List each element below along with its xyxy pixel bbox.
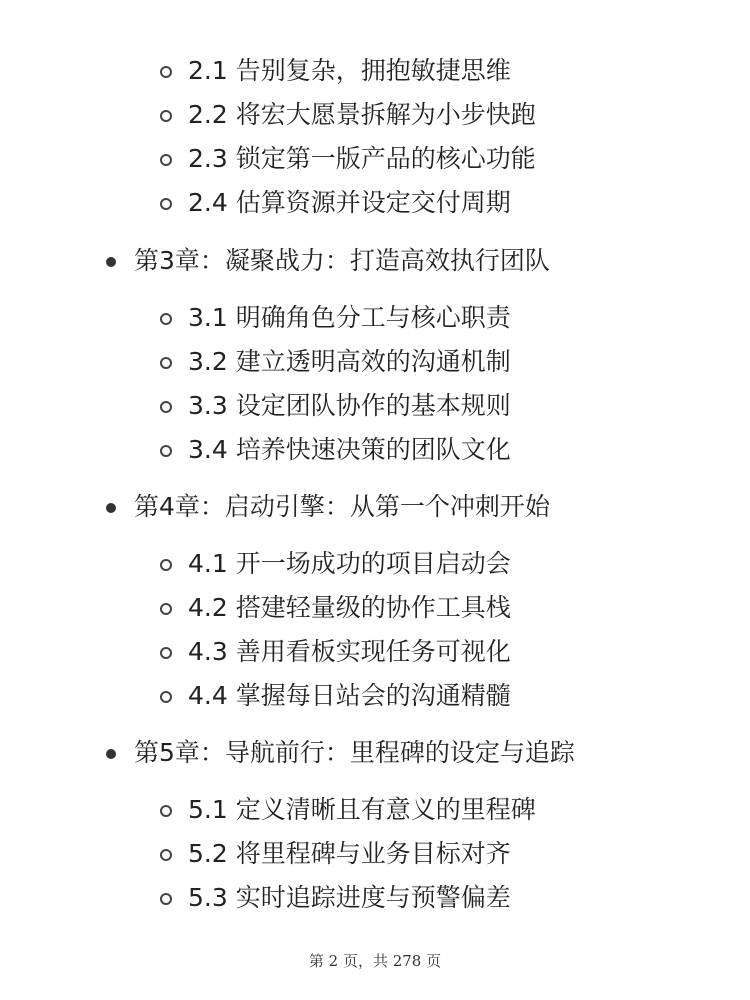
list-item-text: 5.2 将里程碑与业务目标对齐 [188,839,511,868]
list-item-text: 3.3 设定团队协作的基本规则 [188,391,511,420]
chapter-title: 第3章：凝聚战力：打造高效执行团队 [134,246,550,275]
list-item-text: 5.1 定义清晰且有意义的里程碑 [188,795,536,824]
hollow-bullet-icon [160,198,172,210]
hollow-bullet-icon [160,559,172,571]
hollow-bullet-icon [160,893,172,905]
list-item-text: 2.3 锁定第一版产品的核心功能 [188,144,536,173]
hollow-bullet-icon [160,110,172,122]
hollow-bullet-icon [160,647,172,659]
hollow-bullet-icon [160,401,172,413]
hollow-bullet-icon [160,154,172,166]
filled-bullet-icon [106,749,116,759]
list-item-text: 4.4 掌握每日站会的沟通精髓 [188,681,511,710]
list-item-text: 3.4 培养快速决策的团队文化 [188,435,511,464]
filled-bullet-icon [106,257,116,267]
list-item-text: 4.1 开一场成功的项目启动会 [188,549,511,578]
hollow-bullet-icon [160,603,172,615]
hollow-bullet-icon [160,849,172,861]
list-item-text: 2.1 告别复杂，拥抱敏捷思维 [188,56,511,85]
list-item-text: 5.3 实时追踪进度与预警偏差 [188,883,511,912]
hollow-bullet-icon [160,691,172,703]
hollow-bullet-icon [160,313,172,325]
filled-bullet-icon [106,503,116,513]
hollow-bullet-icon [160,805,172,817]
hollow-bullet-icon [160,445,172,457]
list-item-text: 3.1 明确角色分工与核心职责 [188,303,511,332]
chapter-title: 第4章：启动引擎：从第一个冲刺开始 [134,492,550,521]
list-item-text: 2.2 将宏大愿景拆解为小步快跑 [188,100,536,129]
hollow-bullet-icon [160,66,172,78]
list-item-text: 3.2 建立透明高效的沟通机制 [188,347,511,376]
chapter-title: 第5章：导航前行：里程碑的设定与追踪 [134,738,575,767]
list-item-text: 2.4 估算资源并设定交付周期 [188,188,511,217]
page-number-footer: 第 2 页，共 278 页 [308,952,442,970]
hollow-bullet-icon [160,357,172,369]
list-item-text: 4.2 搭建轻量级的协作工具栈 [188,593,511,622]
list-item-text: 4.3 善用看板实现任务可视化 [188,637,511,666]
